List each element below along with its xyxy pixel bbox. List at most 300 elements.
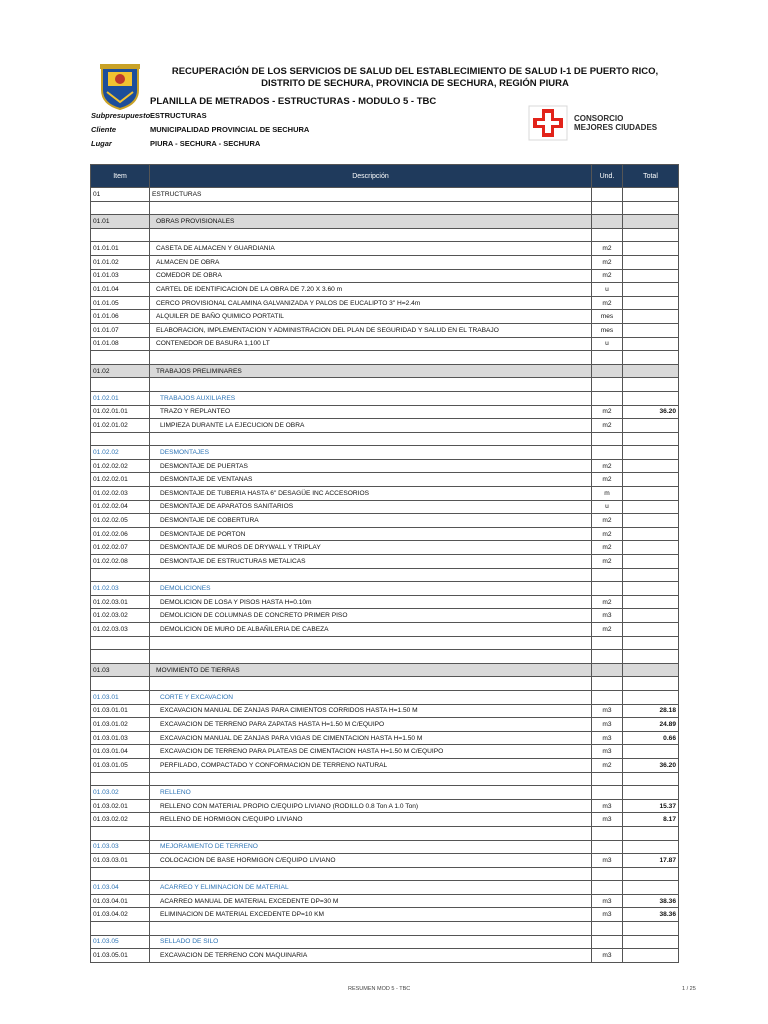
- column-header-total: Total: [623, 165, 679, 188]
- cell-description: DEMOLICION DE LOSA Y PISOS HASTA H=0.10m: [150, 595, 592, 609]
- cell-description: EXCAVACION DE TERRENO PARA PLATEAS DE CIMENTACION HASTA H=1.50 M C/EQUIPO: [150, 745, 592, 759]
- cell-item-code: 01.02.02.07: [91, 541, 150, 555]
- cell-total: [623, 283, 679, 297]
- table-row: [91, 595, 679, 609]
- cell-unit: [592, 582, 623, 596]
- table-row: [91, 894, 679, 908]
- meta-value: PIURA - SECHURA - SECHURA: [150, 139, 261, 148]
- cell-unit: [592, 432, 623, 446]
- cell-item-code: [91, 826, 150, 840]
- cell-description: COLOCACION DE BASE HORMIGON C/EQUIPO LIVIANO: [150, 854, 592, 868]
- table-row: [91, 636, 679, 650]
- cell-item-code: 01.03.02.02: [91, 813, 150, 827]
- cell-item-code: 01.02: [91, 364, 150, 378]
- meta-label: Lugar: [91, 139, 112, 148]
- meta-value: ESTRUCTURAS: [150, 111, 207, 120]
- document-title: RECUPERACIÓN DE LOS SERVICIOS DE SALUD DEL ESTABLECIMIENTO DE SALUD I-1 DE PUERTO RICO, DISTRITO DE SECHURA, PROVINCIA DE SECHURA, REGIÓN PIURA: [171, 66, 659, 89]
- table-row: [91, 255, 679, 269]
- cell-item-code: 01.03.04.01: [91, 894, 150, 908]
- table-row: [91, 908, 679, 922]
- table-row: [91, 201, 679, 215]
- cell-description: [150, 351, 592, 365]
- cell-unit: m3: [592, 813, 623, 827]
- table-row: [91, 881, 679, 895]
- metrados-table: [90, 164, 679, 963]
- cell-description: DESMONTAJE DE VENTANAS: [150, 473, 592, 487]
- cell-description: ELABORACION, IMPLEMENTACION Y ADMINISTRACION DEL PLAN DE SEGURIDAD Y SALUD EN EL TRABAJO: [150, 323, 592, 337]
- cell-item-code: 01.02.01.02: [91, 419, 150, 433]
- cell-unit: m2: [592, 527, 623, 541]
- cell-unit: [592, 188, 623, 202]
- cell-description: DEMOLICION DE MURO DE ALBAÑILERIA DE CABEZA: [150, 623, 592, 637]
- table-row: [91, 731, 679, 745]
- cell-item-code: 01.02.03.03: [91, 623, 150, 637]
- cell-total: 38.36: [623, 894, 679, 908]
- cell-description: TRABAJOS PRELIMINARES: [150, 364, 592, 378]
- cell-item-code: [91, 922, 150, 936]
- table-row: [91, 826, 679, 840]
- logo-text: [574, 114, 657, 132]
- cell-unit: [592, 677, 623, 691]
- cell-unit: m3: [592, 745, 623, 759]
- cell-description: DESMONTAJE DE PORTON: [150, 527, 592, 541]
- cell-item-code: 01.02.03: [91, 582, 150, 596]
- cell-total: [623, 255, 679, 269]
- cell-unit: mes: [592, 323, 623, 337]
- cell-description: [150, 826, 592, 840]
- cell-total: [623, 419, 679, 433]
- table-row: [91, 188, 679, 202]
- table-row: [91, 351, 679, 365]
- meta-cliente: [91, 125, 309, 134]
- table-row: [91, 391, 679, 405]
- cell-unit: m2: [592, 555, 623, 569]
- cell-unit: m2: [592, 758, 623, 772]
- table-row: [91, 799, 679, 813]
- cell-description: ELIMINACION DE MATERIAL EXCEDENTE DP=10 KM: [150, 908, 592, 922]
- cell-description: DESMONTAJE DE COBERTURA: [150, 514, 592, 528]
- table-row: [91, 541, 679, 555]
- cell-unit: m3: [592, 908, 623, 922]
- cell-unit: [592, 378, 623, 392]
- cell-description: [150, 568, 592, 582]
- cell-total: [623, 500, 679, 514]
- cell-item-code: 01.01.02: [91, 255, 150, 269]
- cell-item-code: 01.01.04: [91, 283, 150, 297]
- cell-unit: [592, 922, 623, 936]
- cell-description: ESTRUCTURAS: [150, 188, 592, 202]
- cell-item-code: 01.01.06: [91, 310, 150, 324]
- cell-item-code: 01.02.02.03: [91, 487, 150, 501]
- cell-description: [150, 922, 592, 936]
- cell-item-code: 01.03.05: [91, 935, 150, 949]
- cell-unit: [592, 690, 623, 704]
- cell-total: [623, 867, 679, 881]
- cell-description: DEMOLICION DE COLUMNAS DE CONCRETO PRIMER PISO: [150, 609, 592, 623]
- table-row: [91, 242, 679, 256]
- table-row: [91, 786, 679, 800]
- cell-item-code: 01.03.01.04: [91, 745, 150, 759]
- cell-total: [623, 215, 679, 229]
- cell-unit: m2: [592, 595, 623, 609]
- cell-item-code: 01.03.01.02: [91, 718, 150, 732]
- cell-unit: m3: [592, 799, 623, 813]
- table-row: [91, 677, 679, 691]
- cell-description: ALMACEN DE OBRA: [150, 255, 592, 269]
- cell-unit: [592, 446, 623, 460]
- cell-unit: [592, 228, 623, 242]
- table-row: [91, 568, 679, 582]
- cell-unit: u: [592, 500, 623, 514]
- cell-description: OBRAS PROVISIONALES: [150, 215, 592, 229]
- cell-total: [623, 582, 679, 596]
- column-header-item: Item: [91, 165, 150, 188]
- cell-description: DEMOLICIONES: [150, 582, 592, 596]
- cell-total: [623, 949, 679, 963]
- cell-total: [623, 310, 679, 324]
- cell-total: [623, 745, 679, 759]
- cell-description: MEJORAMIENTO DE TERRENO: [150, 840, 592, 854]
- cell-total: [623, 595, 679, 609]
- cell-total: [623, 541, 679, 555]
- cell-item-code: 01.01: [91, 215, 150, 229]
- cell-total: [623, 378, 679, 392]
- cell-total: [623, 786, 679, 800]
- cell-unit: [592, 786, 623, 800]
- column-header-descripcion: Descripción: [150, 165, 592, 188]
- cell-total: [623, 242, 679, 256]
- table-row: [91, 459, 679, 473]
- cell-total: 8.17: [623, 813, 679, 827]
- cell-unit: m2: [592, 242, 623, 256]
- meta-subpresupuesto: [91, 111, 207, 120]
- cell-item-code: 01.03.04.02: [91, 908, 150, 922]
- cell-total: [623, 527, 679, 541]
- table-row: [91, 922, 679, 936]
- cell-description: DESMONTAJE DE ESTRUCTURAS METALICAS: [150, 555, 592, 569]
- cell-description: [150, 201, 592, 215]
- cell-total: [623, 690, 679, 704]
- cell-total: [623, 459, 679, 473]
- cross-logo-icon: [528, 105, 568, 141]
- cell-item-code: 01.01.03: [91, 269, 150, 283]
- cell-item-code: 01.02.02.08: [91, 555, 150, 569]
- table-row: [91, 840, 679, 854]
- cell-item-code: [91, 378, 150, 392]
- cell-item-code: 01.02.02: [91, 446, 150, 460]
- cell-total: [623, 228, 679, 242]
- cell-total: [623, 391, 679, 405]
- cell-total: [623, 188, 679, 202]
- cell-unit: m2: [592, 255, 623, 269]
- cell-description: CORTE Y EXCAVACION: [150, 690, 592, 704]
- meta-label: Subpresupuesto: [91, 111, 151, 120]
- cell-unit: m3: [592, 704, 623, 718]
- cell-total: [623, 663, 679, 677]
- table-row: [91, 500, 679, 514]
- cell-total: [623, 487, 679, 501]
- cell-description: RELLENO: [150, 786, 592, 800]
- table-row: [91, 296, 679, 310]
- cell-item-code: 01.03.04: [91, 881, 150, 895]
- cell-item-code: [91, 228, 150, 242]
- table-row: [91, 310, 679, 324]
- cell-item-code: 01.03.01.03: [91, 731, 150, 745]
- table-row: [91, 758, 679, 772]
- cell-total: [623, 432, 679, 446]
- cell-description: [150, 677, 592, 691]
- cell-description: TRAZO Y REPLANTEO: [150, 405, 592, 419]
- table-row: [91, 582, 679, 596]
- cell-item-code: 01.03.02: [91, 786, 150, 800]
- cell-total: [623, 323, 679, 337]
- table-row: [91, 813, 679, 827]
- meta-lugar: [91, 139, 260, 148]
- cell-total: 28.18: [623, 704, 679, 718]
- cell-description: [150, 378, 592, 392]
- cell-unit: m3: [592, 854, 623, 868]
- cell-unit: [592, 364, 623, 378]
- cell-total: [623, 881, 679, 895]
- cell-unit: m2: [592, 269, 623, 283]
- cell-unit: [592, 215, 623, 229]
- cell-description: EXCAVACION DE TERRENO CON MAQUINARIA: [150, 949, 592, 963]
- cell-description: [150, 867, 592, 881]
- cell-total: [623, 269, 679, 283]
- cell-item-code: 01.03.03: [91, 840, 150, 854]
- cell-unit: [592, 935, 623, 949]
- cell-unit: [592, 636, 623, 650]
- cell-item-code: [91, 650, 150, 664]
- meta-value: MUNICIPALIDAD PROVINCIAL DE SECHURA: [150, 125, 310, 134]
- cell-item-code: [91, 636, 150, 650]
- table-row: [91, 935, 679, 949]
- logo-text-line2: MEJORES CIUDADES: [574, 123, 658, 132]
- cell-description: DESMONTAJES: [150, 446, 592, 460]
- cell-item-code: 01.02.03.02: [91, 609, 150, 623]
- cell-item-code: 01.03.03.01: [91, 854, 150, 868]
- cell-unit: m2: [592, 541, 623, 555]
- cell-description: PERFILADO, COMPACTADO Y CONFORMACION DE TERRENO NATURAL: [150, 758, 592, 772]
- table-row: [91, 446, 679, 460]
- cell-description: EXCAVACION DE TERRENO PARA ZAPATAS HASTA H=1.50 M C/EQUIPO: [150, 718, 592, 732]
- cell-total: 36.20: [623, 758, 679, 772]
- cell-item-code: [91, 432, 150, 446]
- cell-description: [150, 228, 592, 242]
- table-row: [91, 323, 679, 337]
- table-body: [91, 188, 679, 963]
- cell-item-code: 01.03: [91, 663, 150, 677]
- cell-total: [623, 922, 679, 936]
- logo-text-line1: CONSORCIO: [574, 114, 624, 123]
- cell-total: [623, 337, 679, 351]
- footer-page-number: 1 / 25: [682, 986, 696, 992]
- cell-unit: m2: [592, 296, 623, 310]
- table-row: [91, 527, 679, 541]
- cell-item-code: 01.02.01: [91, 391, 150, 405]
- cell-item-code: 01.01.01: [91, 242, 150, 256]
- table-row: [91, 283, 679, 297]
- cell-description: EXCAVACION MANUAL DE ZANJAS PARA CIMIENTOS CORRIDOS HASTA H=1.50 M: [150, 704, 592, 718]
- cell-total: [623, 623, 679, 637]
- table-row: [91, 419, 679, 433]
- cell-total: [623, 840, 679, 854]
- cell-item-code: [91, 867, 150, 881]
- cell-total: [623, 636, 679, 650]
- table-row: [91, 555, 679, 569]
- cell-description: SELLADO DE SILO: [150, 935, 592, 949]
- cell-total: [623, 296, 679, 310]
- cell-item-code: 01.01.08: [91, 337, 150, 351]
- cell-description: CARTEL DE IDENTIFICACION DE LA OBRA DE 7.20 X 3.60 m: [150, 283, 592, 297]
- cell-item-code: 01.02.02.01: [91, 473, 150, 487]
- cell-description: DESMONTAJE DE PUERTAS: [150, 459, 592, 473]
- table-row: [91, 514, 679, 528]
- cell-unit: [592, 663, 623, 677]
- meta-label: Cliente: [91, 125, 117, 134]
- table-row: [91, 364, 679, 378]
- cell-total: [623, 473, 679, 487]
- cell-unit: m: [592, 487, 623, 501]
- table-row: [91, 378, 679, 392]
- cell-unit: mes: [592, 310, 623, 324]
- cell-unit: m3: [592, 894, 623, 908]
- table-row: [91, 228, 679, 242]
- cell-total: [623, 935, 679, 949]
- cell-description: CASETA DE ALMACEN Y GUARDIANIA: [150, 242, 592, 256]
- cell-unit: [592, 772, 623, 786]
- cell-unit: [592, 881, 623, 895]
- cell-unit: u: [592, 337, 623, 351]
- cell-unit: [592, 650, 623, 664]
- cell-total: [623, 650, 679, 664]
- table-row: [91, 704, 679, 718]
- cell-description: CERCO PROVISIONAL CALAMINA GALVANIZADA Y PALOS DE EUCALIPTO 3" H=2.4m: [150, 296, 592, 310]
- cell-item-code: 01.01.07: [91, 323, 150, 337]
- cell-item-code: [91, 201, 150, 215]
- table-row: [91, 337, 679, 351]
- cell-total: 38.36: [623, 908, 679, 922]
- cell-item-code: 01.02.02.06: [91, 527, 150, 541]
- cell-total: [623, 446, 679, 460]
- table-row: [91, 772, 679, 786]
- cell-description: ACARREO MANUAL DE MATERIAL EXCEDENTE DP=30 M: [150, 894, 592, 908]
- cell-total: 36.20: [623, 405, 679, 419]
- cell-unit: m3: [592, 731, 623, 745]
- table-row: [91, 609, 679, 623]
- cell-description: EXCAVACION MANUAL DE ZANJAS PARA VIGAS DE CIMENTACION HASTA H=1.50 M: [150, 731, 592, 745]
- cell-description: ACARREO Y ELIMINACION DE MATERIAL: [150, 881, 592, 895]
- cell-item-code: [91, 677, 150, 691]
- document-subtitle: PLANILLA DE METRADOS - ESTRUCTURAS - MODULO 5 - TBC: [150, 96, 437, 107]
- cell-item-code: 01.03.01: [91, 690, 150, 704]
- table-row: [91, 623, 679, 637]
- cell-description: DESMONTAJE DE MUROS DE DRYWALL Y TRIPLAY: [150, 541, 592, 555]
- cell-description: ALQUILER DE BAÑO QUIMICO PORTATIL: [150, 310, 592, 324]
- cell-total: [623, 826, 679, 840]
- cell-total: 24.89: [623, 718, 679, 732]
- cell-item-code: [91, 772, 150, 786]
- table-row: [91, 405, 679, 419]
- cell-item-code: 01.02.02.04: [91, 500, 150, 514]
- cell-description: DESMONTAJE DE TUBERIA HASTA 6" DESAGÜE INC ACCESORIOS: [150, 487, 592, 501]
- cell-unit: m2: [592, 459, 623, 473]
- cell-item-code: 01: [91, 188, 150, 202]
- cell-description: DESMONTAJE DE APARATOS SANITARIOS: [150, 500, 592, 514]
- cell-unit: [592, 867, 623, 881]
- table-row: [91, 487, 679, 501]
- cell-unit: [592, 201, 623, 215]
- cell-item-code: 01.02.02.05: [91, 514, 150, 528]
- cell-description: MOVIMIENTO DE TIERRAS: [150, 663, 592, 677]
- cell-unit: [592, 391, 623, 405]
- cell-description: [150, 432, 592, 446]
- cell-unit: m2: [592, 473, 623, 487]
- cell-total: [623, 568, 679, 582]
- cell-item-code: 01.02.03.01: [91, 595, 150, 609]
- municipal-seal-icon: [98, 62, 142, 110]
- table-row: [91, 854, 679, 868]
- cell-item-code: [91, 351, 150, 365]
- cell-item-code: 01.01.05: [91, 296, 150, 310]
- cell-unit: [592, 351, 623, 365]
- table-row: [91, 432, 679, 446]
- cell-total: [623, 609, 679, 623]
- cell-description: CONTENEDOR DE BASURA 1,100 LT: [150, 337, 592, 351]
- cell-item-code: 01.03.02.01: [91, 799, 150, 813]
- cell-unit: [592, 840, 623, 854]
- cell-total: [623, 677, 679, 691]
- cell-description: TRABAJOS AUXILIARES: [150, 391, 592, 405]
- cell-unit: m3: [592, 949, 623, 963]
- cell-item-code: 01.03.01.01: [91, 704, 150, 718]
- cell-unit: m2: [592, 623, 623, 637]
- table-row: [91, 867, 679, 881]
- cell-description: LIMPIEZA DURANTE LA EJECUCION DE OBRA: [150, 419, 592, 433]
- cell-unit: [592, 568, 623, 582]
- cell-description: COMEDOR DE OBRA: [150, 269, 592, 283]
- cell-item-code: [91, 568, 150, 582]
- footer-sheet-name: RESUMEN MOD 5 - TBC: [348, 986, 411, 992]
- table-row: [91, 690, 679, 704]
- consorcio-logo: [528, 105, 660, 141]
- cell-unit: m3: [592, 609, 623, 623]
- cell-description: [150, 650, 592, 664]
- cell-item-code: 01.02.02.02: [91, 459, 150, 473]
- table-row: [91, 215, 679, 229]
- cell-unit: m2: [592, 405, 623, 419]
- cell-total: 15.37: [623, 799, 679, 813]
- table-row: [91, 473, 679, 487]
- cell-unit: m2: [592, 514, 623, 528]
- cell-total: [623, 364, 679, 378]
- cell-description: [150, 636, 592, 650]
- column-header-und: Und.: [592, 165, 623, 188]
- cell-total: [623, 514, 679, 528]
- cell-total: [623, 772, 679, 786]
- cell-item-code: 01.03.01.05: [91, 758, 150, 772]
- cell-unit: m3: [592, 718, 623, 732]
- cell-total: [623, 555, 679, 569]
- cell-description: RELLENO DE HORMIGON C/EQUIPO LIVIANO: [150, 813, 592, 827]
- table-row: [91, 650, 679, 664]
- cell-total: [623, 351, 679, 365]
- cell-item-code: 01.03.05.01: [91, 949, 150, 963]
- cell-unit: m2: [592, 419, 623, 433]
- table-row: [91, 663, 679, 677]
- cell-description: [150, 772, 592, 786]
- cell-unit: [592, 826, 623, 840]
